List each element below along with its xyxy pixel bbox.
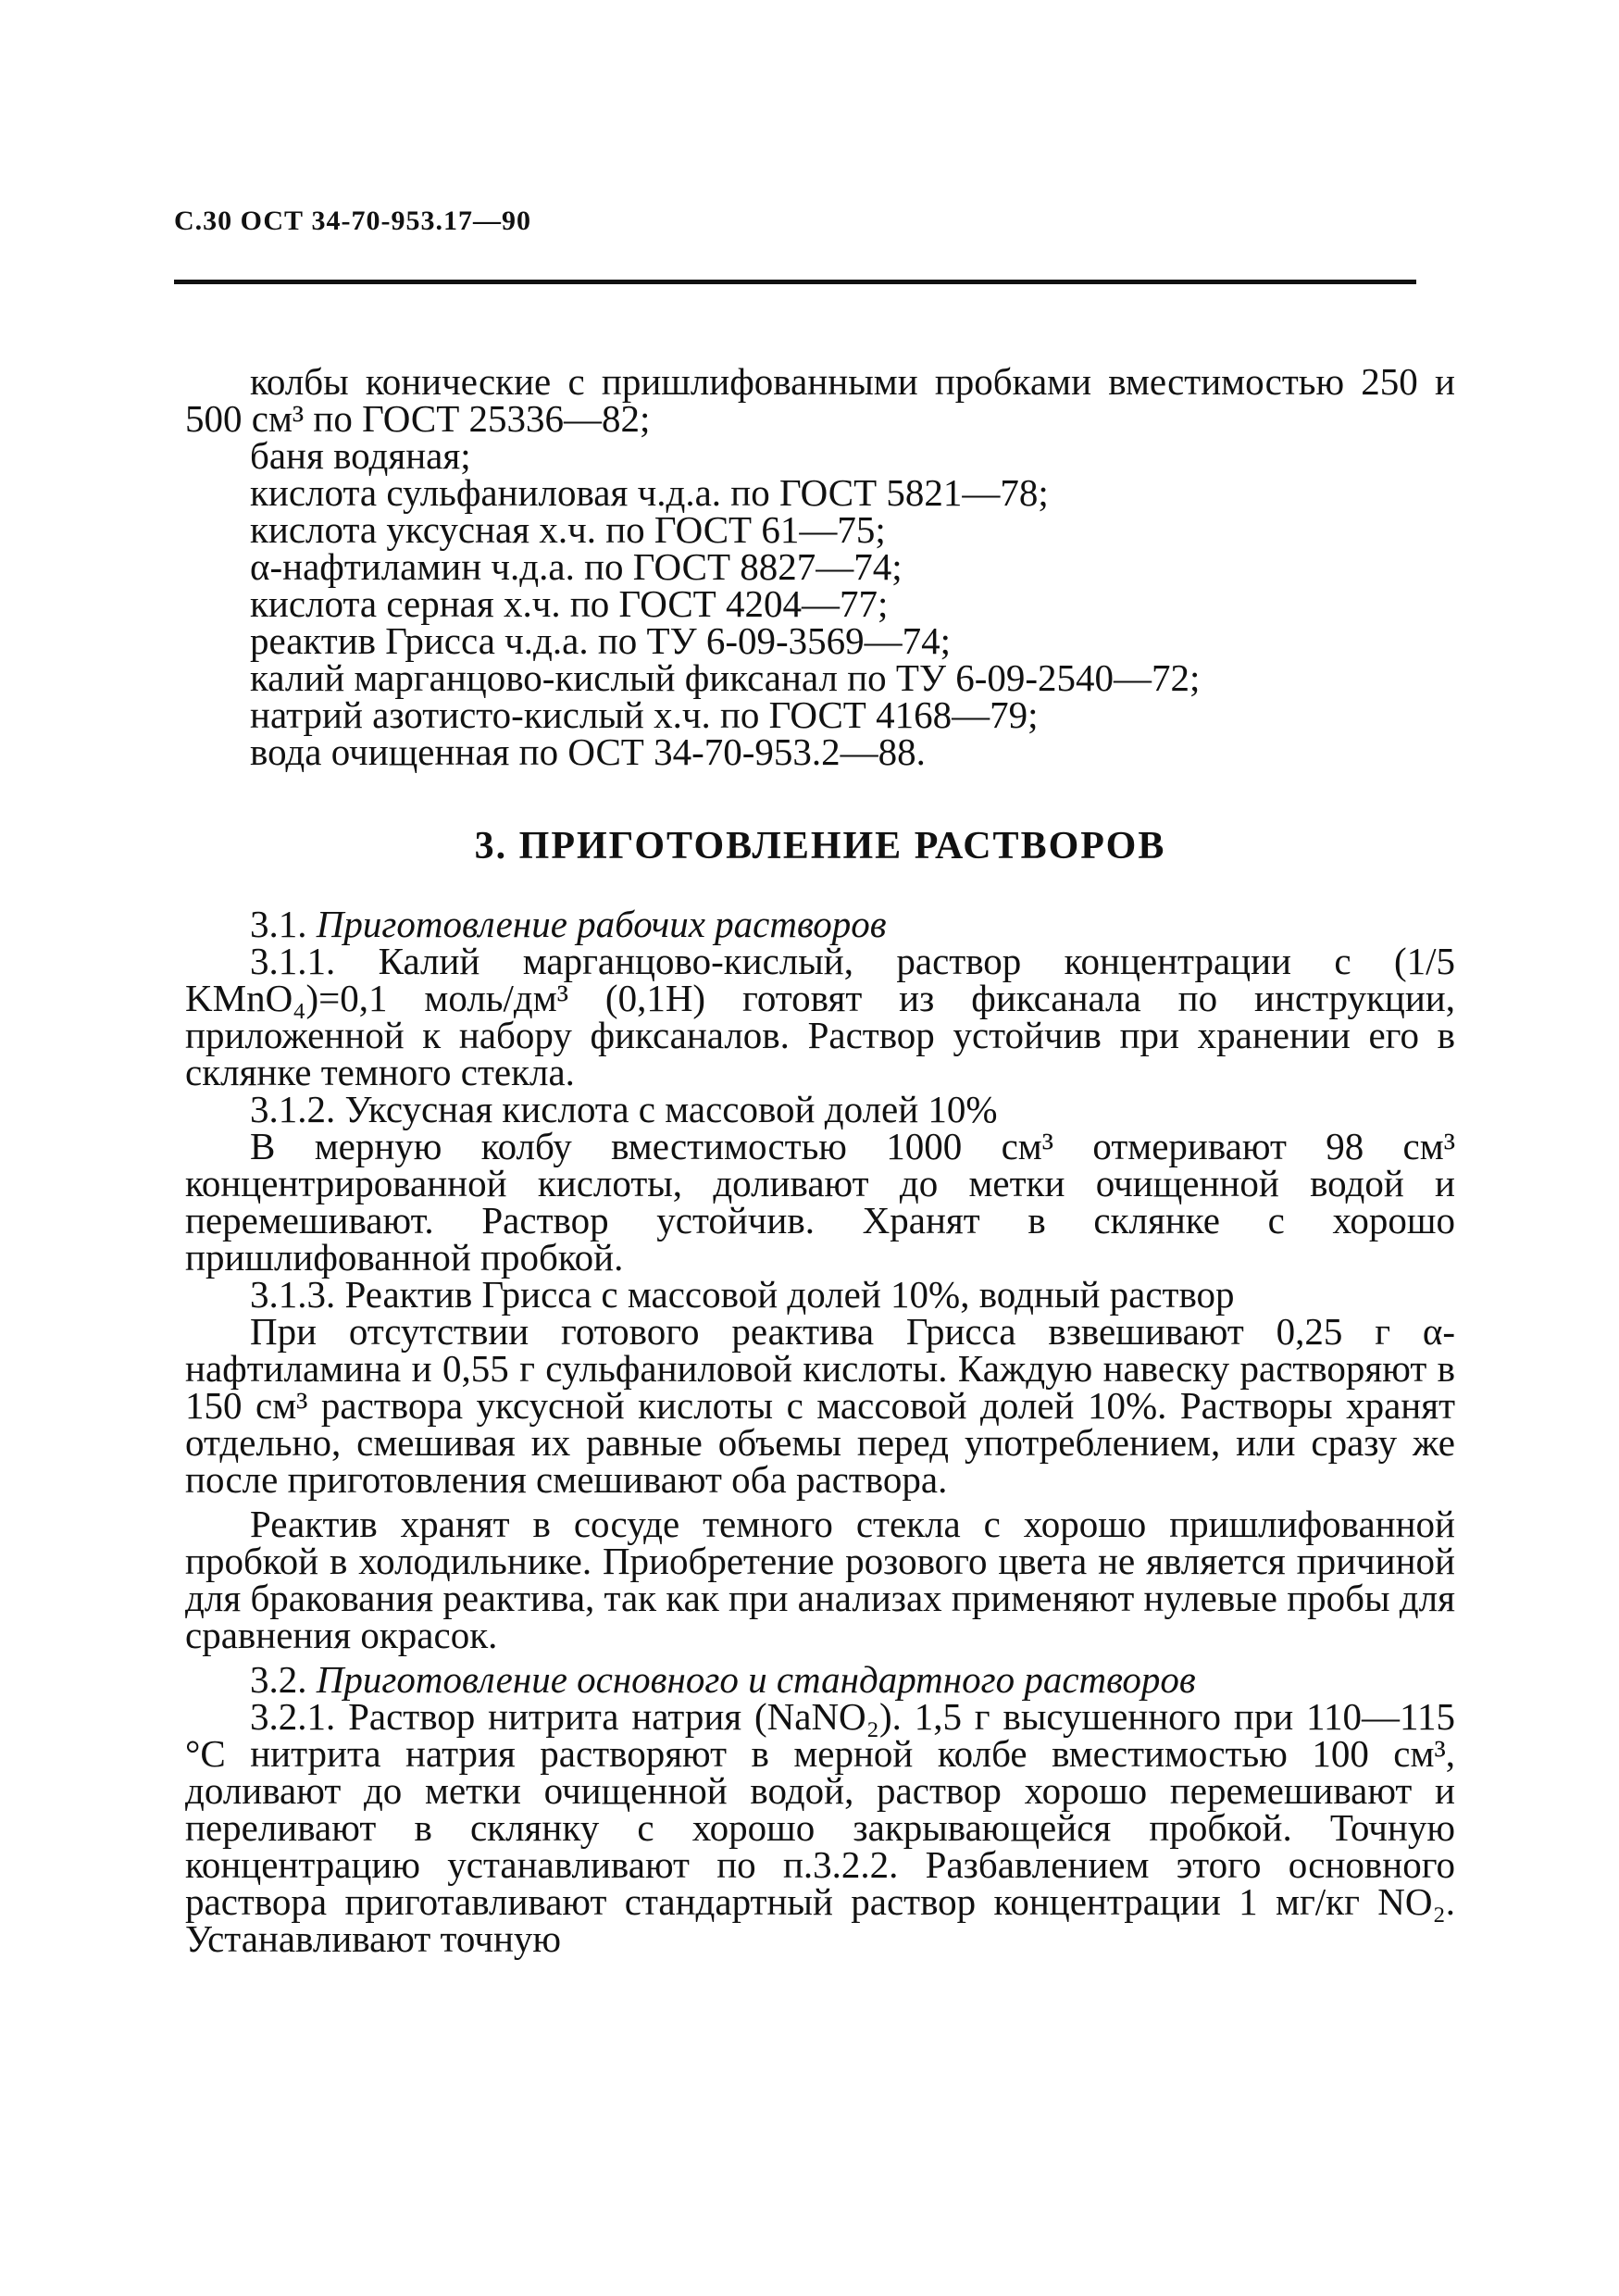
material-item: кислота уксусная х.ч. по ГОСТ 61—75; bbox=[250, 508, 886, 551]
materials-continued-line: колбы конические с пришлифованными пробками вместимостью 250 и 500 см³ по ГОСТ 25336—82; bbox=[185, 360, 1455, 440]
material-item: калий марганцово-кислый фиксанал по ТУ 6-09-2540—72; bbox=[250, 656, 1201, 699]
section-heading: 3. ПРИГОТОВЛЕНИЕ РАСТВОРОВ bbox=[474, 825, 1166, 867]
material-item: α-нафтиламин ч.д.а. по ГОСТ 8827—74; bbox=[250, 545, 903, 588]
paragraph-3-2-1: 3.2.1. Раствор нитрита натрия (NaNO₂). 1,5 г высушенного при 110—115 °С нитрита натрия растворяют в мерной колбе вместимостью 100 см³, доливают до метки очищенной водой, раствор хорошо перемешивают и переливают в склянку с хорошо закрывающейся пробкой. Точную концентрацию устанавливают по п.3.2.2. Разбавлением этого основного раствора приготавливают стандартный раствор концентрации 1 мг/кг NO₂. Устанавливают точную bbox=[185, 1695, 1455, 1960]
paragraph-3-1-1: 3.1.1. Калий марганцово-кислый, раствор концентрации с (1/5 KMnO₄)=0,1 моль/дм³ (0,1Н) готовят из фиксанала по инструкции, приложенной к набору фиксаналов. Раствор устойчив при хранении его в склянке темного стекла. bbox=[185, 940, 1455, 1093]
paragraph-3-1-3-title: 3.1.3. Реактив Грисса с массовой долей 10%, водный раствор bbox=[250, 1273, 1235, 1316]
subsection-title: Приготовление рабочих растворов bbox=[316, 903, 887, 945]
subsection-3-1-heading bbox=[185, 903, 1455, 945]
subsection-number: 3.1. bbox=[250, 903, 307, 945]
material-item: кислота серная х.ч. по ГОСТ 4204—77; bbox=[250, 582, 889, 625]
paragraph-3-1-3-body: При отсутствии готового реактива Грисса взвешивают 0,25 г α-нафтиламина и 0,55 г сульфаниловой кислоты. Каждую навеску растворяют в 150 см³ раствора уксусной кислоты с массовой долей 10%. Растворы хранят отдельно, смешивая их равные объемы перед употреблением, или сразу же после приготовления смешивают оба раствора. bbox=[185, 1310, 1455, 1501]
subsection-title: Приготовление основного и стандартного растворов bbox=[316, 1658, 1196, 1701]
subsection-number: 3.2. bbox=[250, 1658, 307, 1701]
material-item: вода очищенная по ОСТ 34-70-953.2—88. bbox=[250, 730, 926, 773]
material-item: баня водяная; bbox=[250, 434, 471, 477]
material-item: реактив Грисса ч.д.а. по ТУ 6-09-3569—74; bbox=[250, 619, 952, 662]
paragraph-3-1-2-body: В мерную колбу вместимостью 1000 см³ отмеривают 98 см³ концентрированной кислоты, доливают до метки очищенной водой и перемешивают. Раствор устойчив. Хранят в склянке с хорошо пришлифованной пробкой. bbox=[185, 1125, 1455, 1279]
material-item: натрий азотисто-кислый х.ч. по ГОСТ 4168—79; bbox=[250, 693, 1039, 736]
material-item: кислота сульфаниловая ч.д.а. по ГОСТ 5821—78; bbox=[250, 471, 1049, 514]
document-body bbox=[185, 360, 1455, 1960]
header-rule bbox=[174, 280, 1416, 284]
page-header: С.30 ОСТ 34-70-953.17—90 bbox=[174, 206, 532, 236]
subsection-3-2-heading bbox=[185, 1658, 1455, 1701]
paragraph-3-1-2-title: 3.1.2. Уксусная кислота с массовой долей 10% bbox=[250, 1088, 998, 1130]
paragraph-3-1-3-storage: Реактив хранят в сосуде темного стекла с хорошо пришлифованной пробкой в холодильнике. Приобретение розового цвета не является причиной для бракования реактива, так как при анализах применяют нулевые пробы для сравнения окрасок. bbox=[185, 1503, 1455, 1656]
